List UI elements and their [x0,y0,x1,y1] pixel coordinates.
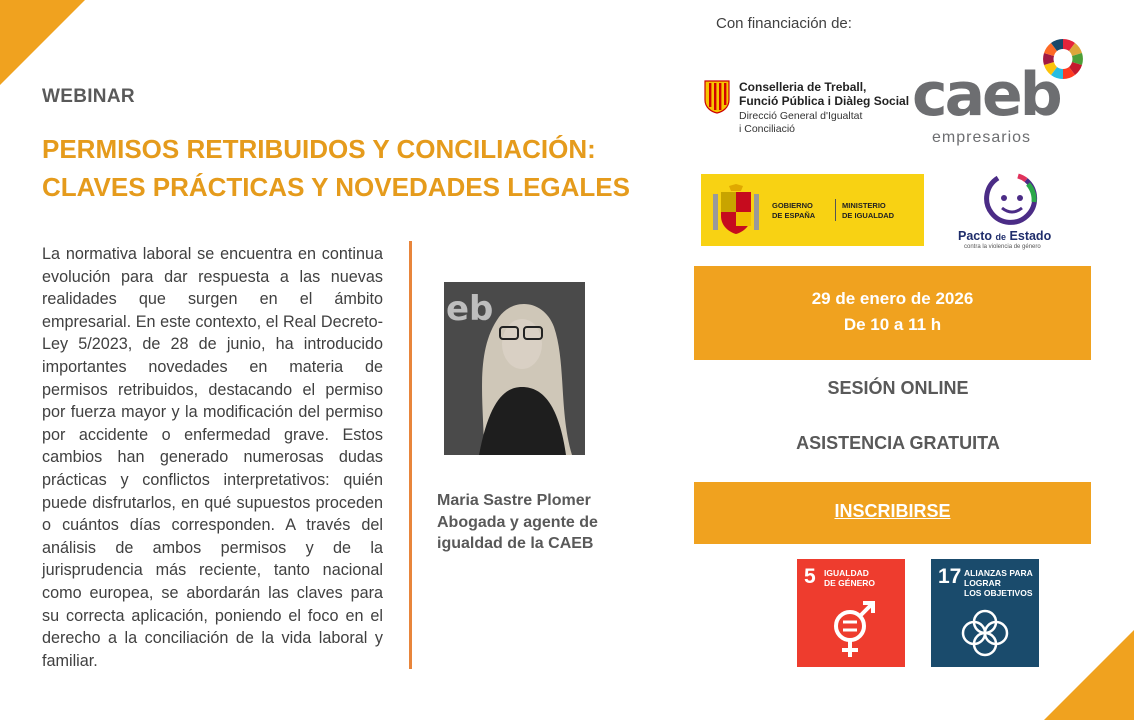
session-mode: SESIÓN ONLINE [827,378,969,398]
event-date-box [694,266,1091,360]
gobierno-logo [701,174,924,246]
ministerio-line-2: DE IGUALDAD [842,210,895,220]
speaker-role-line-1: Abogada y agente de [437,513,598,531]
svg-text:eb: eb [446,289,494,329]
pacto-estado-word: Estado [1009,229,1052,243]
ministerio-text [842,201,894,220]
title-line-1: PERMISOS RETRIBUIDOS Y CONCILIACIÓN: [42,134,596,164]
event-time: De 10 a 11 h [843,315,942,334]
ods-17-number: 17 [938,565,962,588]
caeb-subtitle: empresarios [932,129,1032,146]
gobierno-line-2: DE ESPAÑA [772,210,816,220]
vertical-divider [409,241,412,669]
ods-5-label [824,568,875,588]
conselleria-line-3: Direcció General d'Igualtat [739,110,863,122]
ods-5-badge [797,559,905,667]
ods-17-label-line-3: LOS OBJETIVOS [964,588,1033,598]
gender-equality-icon [825,599,885,661]
page-title [42,130,682,206]
ods-17-label-line-1: ALIANZAS PARA [964,568,1033,578]
pacto-de-estado-logo [956,172,1068,252]
caeb-logo [910,38,1090,153]
title-line-2: CLAVES PRÁCTICAS Y NOVEDADES LEGALES [42,172,630,202]
register-link[interactable]: INSCRIBIRSE [834,501,951,521]
conselleria-name [739,80,909,108]
conselleria-line-2: Funció Pública i Diàleg Social [739,94,910,108]
speaker-name: Maria Sastre Plomer [437,492,591,509]
conselleria-line-4: i Conciliació [739,123,796,135]
register-button[interactable] [694,482,1091,544]
direccion-general [739,110,862,136]
balearic-shield-icon [704,80,730,114]
pacto-de-word: de [995,232,1007,242]
conselleria-line-1: Conselleria de Treball, [739,80,867,94]
attendance-price: ASISTENCIA GRATUITA [796,433,1000,453]
corner-decoration-bottom-right [1044,630,1134,720]
event-date: 29 de enero de 2026 [811,289,974,308]
pacto-title [958,229,1051,243]
ods-5-label-line-1: IGUALDAD [824,568,869,578]
caeb-wordmark: caeb [912,60,1060,130]
gobierno-separator [835,199,836,221]
ods-5-number: 5 [804,565,816,588]
conselleria-logo [704,78,909,142]
corner-decoration-top-left [0,0,85,85]
spain-coat-of-arms-icon [711,184,761,236]
ods-17-badge [931,559,1039,667]
eyebrow-label: WEBINAR [42,86,135,107]
pacto-subtitle: contra la violencia de género [964,244,1041,250]
speaker-role-line-2: igualdad de la CAEB [437,535,594,552]
speaker-photo [444,282,585,455]
ods-17-label-line-2: LOGRAR [964,578,1001,588]
pacto-word: Pacto [958,229,993,243]
partnership-flower-icon [955,603,1015,663]
pacto-smile-icon [956,172,1068,230]
ministerio-line-1: MINISTERIO [842,201,886,210]
ods-5-label-line-2: DE GÉNERO [824,578,876,588]
description-text: La normativa laboral se encuentra en continua evolución para dar respuesta a las nuevas realidades que surgen en el ámbito empresarial. En este contexto, el Real Decreto-Ley 5/2023, de 28 de junio, ha introducido importantes novedades en materia de permisos retribuidos, destacando el permiso por fuerza mayor y la modificación del permiso por accidente o enfermedad grave. Estos cambios han generado numerosas dudas prácticas y conflictos interpretativos: quién puede disfrutarlos, en qué supuestos proceden o cuántos días corresponden. A través del análisis de ambos permisos y de la jurisprudencia más reciente, tanto nacional como europea, se abordarán las claves para su correcta aplicación, poniendo el foco en el derecho a la conciliación de la vida laboral y familiar. [42,245,383,670]
gobierno-text [772,201,815,220]
gobierno-line-1: GOBIERNO [772,201,813,210]
speaker-info [437,490,617,555]
ods-17-label [964,568,1033,598]
funding-label: Con financiación de: [716,15,852,32]
